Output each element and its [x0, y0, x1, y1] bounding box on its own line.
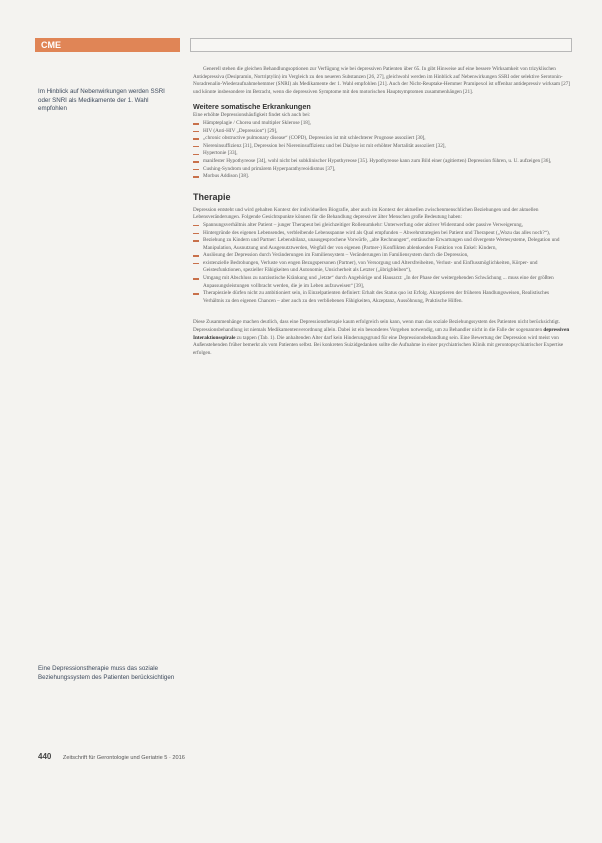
list-item: manifester Hypothyreose [34], wohl nicht bei subklinischer Hypothyreose [35]. Hypothyreose kann zum Bild einer (agitierten) Depression führen, u. U. aufzeigen [36], [193, 158, 571, 166]
list-item: existenzielle Bedrohungen, Verluste von engen Bezugspersonen (Partner), von Versorgung und Altersfreiheiten, Verlust- und Einflussmöglichkeiten, Körper- und Geistesfunktionen, spezieller Fähigkeiten und Autonomie, Unsicherheit als Letzter („übrigbleiben“), [193, 260, 571, 275]
intro-paragraph: Generell stehen die gleichen Behandlungsoptionen zur Verfügung wie bei depressiven Patienten über 65. In gibt Hinweise auf eine bessere Wirksamkeit von trizyklischen Antidepressiva (Desipramin, Nortriptylin) im Vergleich zu den neueren Substanzen [26, 27], gleichwohl werden im Hinblick auf Nebenwirkungen SSRI oder selektive Serotonin-Noradrenalin-Wiederaufnahmehemmer (SNRI) als Medikamente der 1. Wahl empfohlen [21]. Auch der Nicht-Reuptake-Hemmer Pramipexol ist offenbar antidepressiv wirksam [27] und könnte insbesondere im Betracht, wenn die depressiven Symptome mit den motorischen Hauptsymptomen zusammenhängen [21]. [193, 66, 571, 95]
section-tab-cme: CME [35, 38, 180, 52]
somatic-lead: Eine erhöhte Depressionshäufigkeit findet sich auch bei: [193, 112, 311, 119]
list-item: Therapieziele dürfen nicht zu ambitioniert sein, in Einzelpatienten definiert: Erhalt des Status quo ist Erfolg. Akzeptieren der früheren Handlungsweisen, Realistisches Verhältnis zu den eigenen Chancen – aber auch zu den verbliebenen Fähigkeiten, Akzeptanz, Aussöhnung, Praktische Hilfen. [193, 290, 571, 305]
list-item: Hämpteplagie / Chorea und multipler Sklerose [18], [193, 120, 571, 128]
list-item: „chronic obstructive pulmonary disease“ (COPD), Depression ist mit schlechterer Prognose assoziiert [30], [193, 135, 571, 143]
main-text-column [193, 66, 571, 357]
list-item: Niereninsuffizienz [31], Depression bei Niereninsuffizienz und bei Dialyse ist mit erhöhter Mortalität assoziiert [32], [193, 143, 571, 151]
list-item: Auslösung der Depression durch Veränderungen im Familiensystem – Veränderungen im Familiensystem durch die Depression, [193, 252, 571, 260]
margin-note-medication: Im Hinblick auf Nebenwirkungen werden SSRI oder SNRI als Medikamente der 1. Wahl empfohlen [38, 88, 165, 113]
header-bar [190, 38, 572, 52]
therapy-closing-paragraph [193, 319, 571, 357]
somatic-list [193, 120, 571, 181]
list-item: Hypertonie [33], [193, 150, 571, 158]
list-item: Hintergründe des eigenen Lebensendes, verbleibende Lebensspanne wird als Qual empfunden – Abwehrstrategien bei Patient und Therapeut („Wozu das alles noch?“), [193, 230, 571, 238]
closing-bold-term: depressiven Interaktionsspirale [193, 327, 570, 341]
closing-text-end: zu tappen (Tab. 1). Die anhaltenden Alter darf kein Hinderungsgrund für eine Depressionsbehandlung sein. Eine Bewertung der Depression wird meist von Außenstehenden früher bemerkt als vom Patienten selbst. Bei konkreten Suizidgedanken sollte die Aufnahme in einer psychiatrischen Klinik mit gerontopsychiatrischer Expertise erfolgen. [193, 334, 564, 356]
heading-somatic-diseases: Weitere somatische Erkrankungen [193, 102, 311, 112]
list-item: Beziehung zu Kindern und Partner: Lebensbilanz, unausgesprochene Vorwürfe, „alte Rechnungen“, enttäuschte Erwartungen und divergente Wertesysteme, Delegation und Manipulation, Ausnutzung und Ausgenutztwerden, Wegfall der von eigenen (Partner-) Konflikten ablenkenden Funktion von Enkel: Kindern, [193, 237, 571, 252]
therapy-lead: Depression entsteht und wird gehalten Kontext der individuellen Biografie, aber auch im Kontext der aktuellen zwischenmenschlichen Beziehungen und der aktuellen Lebensveränderungen. Folgende Gesichtspunkte können für die Behandlung depressiver älter Menschen große Bedeutung haben: [193, 206, 539, 221]
therapy-list [193, 222, 571, 306]
list-item: Cushing-Syndrom und primärem Hyperparathyreoidismus [37], [193, 166, 571, 174]
page-number: 440 [38, 752, 52, 761]
margin-note-social-system: Eine Depressionstherapie muss das soziale Beziehungssystem des Patienten berücksichtigen [38, 665, 175, 681]
list-item: Morbus Addison [38]. [193, 173, 571, 181]
page-footer [38, 752, 298, 761]
list-item: Spannungsverhältnis alter Patient – junger Therapeut bei gleichzeitiger Rollenumkehr: Unterwerfung oder aktiver Widerstand oder passive Verweigerung, [193, 222, 571, 230]
list-item: Umgang mit Abschluss zu narzisstische Kränkung und „letzte“ durch Angehörige und Hausarzt: „In der Phase der weitergehenden Schwächung ... muss eine der größten Anpassungsleistungen vollbracht werden, die je im Leben aufzuweisen“ [39], [193, 275, 571, 290]
list-item: HIV (Anti-HIV „Depression“) [29], [193, 128, 571, 136]
closing-text: Diese Zusammenhänge machen deutlich, dass eine Depressionstherapie kaum erfolgreich sein kann, wenn man das soziale Beziehungssystem des Patienten nicht berücksichtigt. Depressionsbehandlung ist niemals Medikamentenverordnung allein. Dabei ist ein besonderes Vorgehen notwendig, um zu Behandler nicht in die Falle der sogenannten [193, 319, 561, 334]
heading-therapy: Therapie [193, 191, 231, 202]
journal-name: Zeitschrift für Gerontologie und Geriatrie 5 · 2016 [62, 755, 185, 761]
